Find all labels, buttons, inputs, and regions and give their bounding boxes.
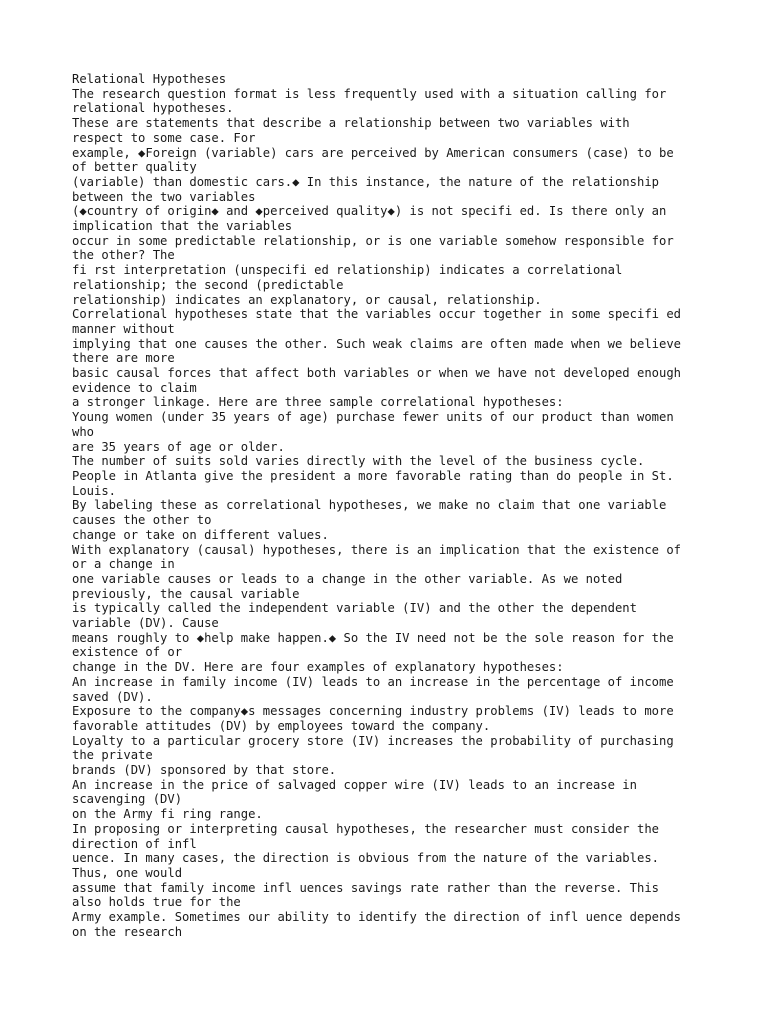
text-line: assume that family income infl uences savings rate rather than the reverse. This	[72, 880, 659, 895]
text-line: relationship) indicates an explanatory, or causal, relationship.	[72, 292, 542, 307]
text-line: fi rst interpretation (unspecifi ed relationship) indicates a correlational	[72, 263, 623, 278]
text-line: An increase in family income (IV) leads to an increase in the percentage of income	[72, 674, 674, 689]
text-line: relational hypotheses.	[72, 101, 234, 116]
text-line: one variable causes or leads to a change in the other variable. As we noted	[72, 571, 623, 586]
text-line: of better quality	[72, 160, 197, 175]
text-line: change or take on different values.	[72, 527, 329, 542]
text-line: relationship; the second (predictable	[72, 277, 344, 292]
text-line: An increase in the price of salvaged copper wire (IV) leads to an increase in	[72, 777, 637, 792]
text-line: Army example. Sometimes our ability to identify the direction of infl uence depends	[72, 910, 682, 925]
text-line: respect to some case. For	[72, 130, 256, 145]
text-line: brands (DV) sponsored by that store.	[72, 763, 337, 778]
text-line: Young women (under 35 years of age) purchase fewer units of our product than women	[72, 410, 674, 425]
text-line: With explanatory (causal) hypotheses, there is an implication that the existence of	[72, 542, 682, 557]
text-line: are 35 years of age or older.	[72, 439, 285, 454]
text-line: manner without	[72, 321, 175, 336]
text-line: Thus, one would	[72, 865, 183, 880]
text-line: saved (DV).	[72, 689, 153, 704]
text-line: (◆country of origin◆ and ◆perceived quality◆) is not specifi ed. Is there only an	[72, 204, 667, 219]
text-line: on the Army fi ring range.	[72, 807, 263, 822]
text-line: In proposing or interpreting causal hypotheses, the researcher must consider the	[72, 821, 659, 836]
text-line: scavenging (DV)	[72, 792, 183, 807]
text-line: The number of suits sold varies directly with the level of the business cycle.	[72, 454, 645, 469]
text-line: Loyalty to a particular grocery store (IV) increases the probability of purchasing	[72, 733, 674, 748]
text-line: implying that one causes the other. Such weak claims are often made when we believe	[72, 336, 682, 351]
text-line: direction of infl	[72, 836, 197, 851]
text-line: a stronger linkage. Here are three sample correlational hypotheses:	[72, 395, 564, 410]
text-line: or a change in	[72, 557, 175, 572]
text-line: also holds true for the	[72, 895, 241, 910]
text-line: implication that the variables	[72, 219, 293, 234]
text-line: is typically called the independent variable (IV) and the other the dependent	[72, 601, 637, 616]
text-line: variable (DV). Cause	[72, 616, 219, 631]
text-line: favorable attitudes (DV) by employees toward the company.	[72, 718, 491, 733]
text-line: means roughly to ◆help make happen.◆ So the IV need not be the sole reason for the	[72, 630, 674, 645]
text-line: People in Atlanta give the president a more favorable rating than do people in St.	[72, 468, 674, 483]
text-line: (variable) than domestic cars.◆ In this instance, the nature of the relationship	[72, 174, 659, 189]
text-line: Exposure to the company◆s messages concerning industry problems (IV) leads to more	[72, 704, 674, 719]
text-line: evidence to claim	[72, 380, 197, 395]
text-line: existence of or	[72, 645, 183, 660]
text-line: Louis.	[72, 483, 117, 498]
text-line: on the research	[72, 924, 183, 939]
text-line: causes the other to	[72, 513, 212, 528]
text-line: The research question format is less frequently used with a situation calling for	[72, 86, 667, 101]
text-line: These are statements that describe a relationship between two variables with	[72, 116, 630, 131]
text-line: basic causal forces that affect both variables or when we have not developed enough	[72, 366, 682, 381]
text-line: example, ◆Foreign (variable) cars are perceived by American consumers (case) to be	[72, 145, 674, 160]
text-line: previously, the causal variable	[72, 586, 300, 601]
text-line: between the two variables	[72, 189, 256, 204]
text-line: uence. In many cases, the direction is obvious from the nature of the variables.	[72, 851, 659, 866]
text-line: the other? The	[72, 248, 175, 263]
text-line: who	[72, 424, 95, 439]
text-line: there are more	[72, 351, 175, 366]
text-line: the private	[72, 748, 153, 763]
document-body	[72, 72, 712, 939]
text-line: By labeling these as correlational hypotheses, we make no claim that one variable	[72, 498, 667, 513]
text-line: occur in some predictable relationship, or is one variable somehow responsible for	[72, 233, 674, 248]
text-line: change in the DV. Here are four examples of explanatory hypotheses:	[72, 660, 564, 675]
document-heading: Relational Hypotheses	[72, 72, 227, 86]
text-line: Correlational hypotheses state that the variables occur together in some specifi ed	[72, 307, 682, 322]
